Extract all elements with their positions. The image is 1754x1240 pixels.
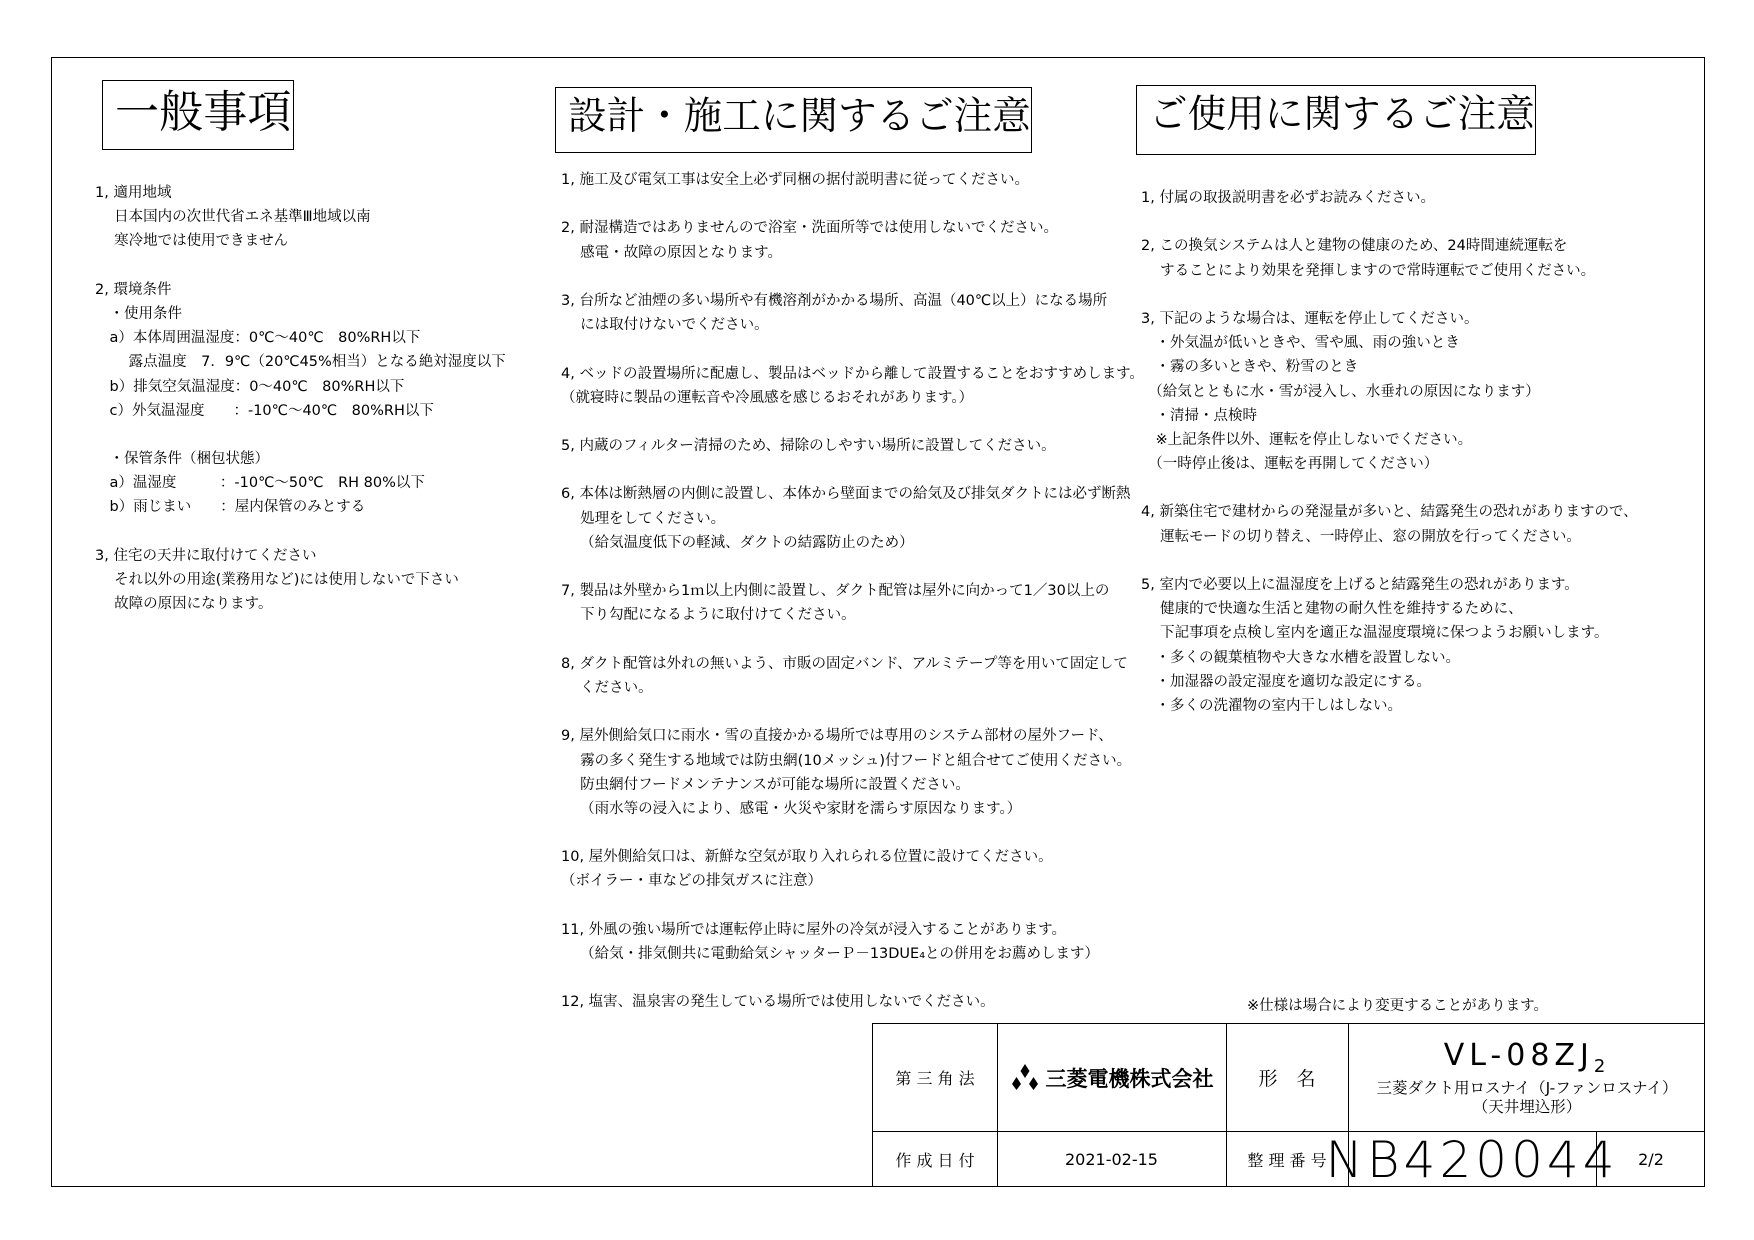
general-notes bbox=[95, 181, 506, 616]
date-label: 作 成 日 付 bbox=[895, 1151, 975, 1170]
product-name: 三菱ダクト用ロスナイ（J-ファンロスナイ） bbox=[1376, 1078, 1678, 1097]
blank-line bbox=[561, 192, 1144, 216]
usage-note-line: ・加湿器の設定湿度を適切な設定にする。 bbox=[1141, 673, 1431, 690]
usage-note-line: ・多くの観葉植物や大きな水槽を設置しない。 bbox=[1141, 649, 1460, 666]
design-note-line: ください。 bbox=[561, 679, 653, 696]
blank-line bbox=[95, 423, 506, 447]
design-note-line: （ボイラー・車などの排気ガスに注意） bbox=[561, 873, 822, 890]
design-note-line: （就寝時に製品の運転音や冷風感を感じるおそれがあります。） bbox=[561, 389, 974, 406]
design-note-line: 8, ダクト配管は外れの無いよう、市販の固定バンド、アルミテープ等を用いて固定して bbox=[561, 655, 1128, 672]
general-note-line: 露点温度 7．9℃（20℃45%相当）となる絶対湿度以下 bbox=[95, 354, 506, 371]
three-diamonds-icon bbox=[1010, 1064, 1040, 1091]
blank-line bbox=[1141, 283, 1638, 307]
blank-line bbox=[1141, 210, 1638, 234]
design-note-line: 防虫網付フードメンテナンスが可能な場所に設置ください。 bbox=[561, 776, 970, 793]
model-info bbox=[1348, 1024, 1706, 1131]
usage-note-line: 2, この換気システムは人と建物の健康のため、24時間連続運転を bbox=[1141, 238, 1568, 255]
blank-line bbox=[561, 265, 1144, 289]
design-note-line: 6, 本体は断熱層の内側に設置し、本体から壁面までの給気及び排気ダクトには必ず断熱 bbox=[561, 486, 1131, 503]
general-note-line: 2, 環境条件 bbox=[95, 281, 172, 298]
spec-change-note: ※仕様は場合により変更することがあります。 bbox=[1247, 998, 1548, 1014]
page-number: 2/2 bbox=[1638, 1150, 1664, 1169]
blank-line bbox=[561, 966, 1144, 990]
doc-number: NB420044 bbox=[1325, 1130, 1619, 1189]
blank-line bbox=[1141, 549, 1638, 573]
blank-line bbox=[1141, 476, 1638, 500]
product-type: （天井埋込形） bbox=[1472, 1098, 1582, 1117]
usage-note-line: ・多くの洗濯物の室内干しはしない。 bbox=[1141, 697, 1402, 714]
design-note-line: 9, 屋外側給気口に雨水・雪の直接かかる場所では専用のシステム部材の屋外フード、 bbox=[561, 728, 1113, 745]
general-note-line: b）排気空気温湿度：0～40℃ 80%RH以下 bbox=[95, 378, 405, 395]
design-notes bbox=[561, 168, 1144, 1015]
usage-note-line: 5, 室内で必要以上に温湿度を上げると結露発生の恐れがあります。 bbox=[1141, 577, 1579, 593]
usage-note-line: 4, 新築住宅で建材からの発湿量が多いと、結露発生の恐れがありますので、 bbox=[1141, 504, 1638, 521]
general-note-line: ・保管条件（梱包状態） bbox=[95, 451, 269, 468]
general-note-line: 1, 適用地域 bbox=[95, 185, 172, 201]
blank-line bbox=[561, 410, 1144, 434]
usage-note-line: （給気とともに水・雪が浸入し、水垂れの原因になります） bbox=[1141, 383, 1540, 400]
heading-usage: ご使用に関するご注意 bbox=[1136, 85, 1536, 155]
blank-line bbox=[561, 894, 1144, 918]
design-note-line: 10, 屋外側給気口は、新鮮な空気が取り入れられる位置に設けてください。 bbox=[561, 849, 1053, 866]
company-logo bbox=[997, 1024, 1226, 1131]
general-note-line: c）外気温湿度 ：-10℃～40℃ 80%RH以下 bbox=[95, 402, 434, 419]
design-note-line: 11, 外風の強い場所では運転停止時に屋外の冷気が浸入することがあります。 bbox=[561, 921, 1067, 938]
usage-note-line: 3, 下記のような場合は、運転を停止してください。 bbox=[1141, 310, 1479, 327]
blank-line bbox=[95, 254, 506, 278]
general-note-line: 日本国内の次世代省エネ基準Ⅲ地域以南 bbox=[95, 209, 371, 226]
design-note-line: 7, 製品は外壁から1ｍ以上内側に設置し、ダクト配管は屋外に向かって1／30以上の bbox=[561, 583, 1110, 600]
design-note-line: 2, 耐湿構造ではありませんので浴室・洗面所等では使用しないでください。 bbox=[561, 220, 1058, 237]
design-note-line: 霧の多く発生する地域では防虫網(10メッシュ)付フードと組合せてご使用ください。 bbox=[561, 752, 1132, 769]
blank-line bbox=[561, 628, 1144, 652]
design-note-line: 1, 施工及び電気工事は安全上必ず同梱の据付説明書に従ってください。 bbox=[561, 172, 1029, 188]
blank-line bbox=[561, 700, 1144, 724]
usage-note-line: することにより効果を発揮しますので常時運転でご使用ください。 bbox=[1141, 262, 1596, 279]
usage-note-line: （一時停止後は、運転を再開してください） bbox=[1141, 456, 1439, 473]
design-note-line: （給気温度低下の軽減、ダクトの結露防止のため） bbox=[561, 534, 914, 551]
design-note-line: （雨水等の浸入により、感電・火災や家財を濡らす原因なります。） bbox=[561, 800, 1022, 817]
design-note-line: 4, ベッドの設置場所に配慮し、製品はベッドから離して設置することをおすすめします。 bbox=[561, 365, 1144, 382]
usage-note-line: 運転モードの切り替え、一時停止、窓の開放を行ってください。 bbox=[1141, 528, 1581, 545]
blank-line bbox=[95, 520, 506, 544]
general-note-line: ・使用条件 bbox=[95, 305, 182, 322]
blank-line bbox=[561, 458, 1144, 482]
projection-label: 第 三 角 法 bbox=[895, 1069, 975, 1088]
general-note-line: 3, 住宅の天井に取付けてください bbox=[95, 547, 317, 564]
design-note-line: 処理をしてください。 bbox=[561, 510, 726, 527]
general-note-line: 寒冷地では使用できません bbox=[95, 233, 289, 250]
company-name: 三菱電機株式会社 bbox=[1045, 1066, 1214, 1091]
model-number: $VL-08ZJ_2$ bbox=[1443, 1038, 1611, 1078]
design-note-line: には取付けないでください。 bbox=[561, 317, 769, 334]
general-note-line: a）本体周囲温湿度：0℃～40℃ 80%RH以下 bbox=[95, 330, 421, 347]
design-note-line: 感電・故障の原因となります。 bbox=[561, 244, 782, 261]
usage-note-line: 下記事項を点検し室内を適正な温湿度環境に保つようお願いします。 bbox=[1141, 625, 1609, 642]
usage-note-line: ・霧の多いときや、粉雪のとき bbox=[1141, 359, 1359, 376]
doc-number-label: 整 理 番 号 bbox=[1247, 1151, 1327, 1170]
blank-line bbox=[561, 337, 1144, 361]
usage-note-line: 1, 付属の取扱説明書を必ずお読みください。 bbox=[1141, 190, 1435, 206]
usage-note-line: ※上記条件以外、運転を停止しないでください。 bbox=[1141, 431, 1473, 448]
design-note-line: 下り勾配になるように取付けてください。 bbox=[561, 607, 856, 624]
design-note-line: 12, 塩害、温泉害の発生している場所では使用しないでください。 bbox=[561, 994, 995, 1011]
general-note-line: それ以外の用途(業務用など)には使用しないで下さい bbox=[95, 572, 459, 588]
general-note-line: a）温湿度 ：-10℃～50℃ RH 80%以下 bbox=[95, 475, 425, 492]
design-note-line: （給気・排気側共に電動給気シャッターＰ－13DUE₄との併用をお薦めします） bbox=[561, 946, 1100, 962]
usage-note-line: ・清掃・点検時 bbox=[1141, 407, 1257, 424]
blank-line bbox=[561, 821, 1144, 845]
creation-date: 2021-02-15 bbox=[1065, 1150, 1158, 1169]
design-note-line: 3, 台所など油煙の多い場所や有機溶剤がかかる場所、高温（40℃以上）になる場所 bbox=[561, 292, 1108, 309]
blank-line bbox=[561, 555, 1144, 579]
title-block bbox=[872, 1023, 1705, 1187]
model-name-label: 形 名 bbox=[1258, 1068, 1316, 1090]
general-note-line: b）雨じまい ：屋内保管のみとする bbox=[95, 499, 366, 516]
usage-note-line: 健康的で快適な生活と建物の耐久性を維持するために、 bbox=[1141, 601, 1523, 618]
design-note-line: 5, 内蔵のフィルター清掃のため、掃除のしやすい場所に設置してください。 bbox=[561, 438, 1056, 455]
heading-design: 設計・施工に関するご注意 bbox=[555, 87, 1032, 153]
usage-note-line: ・外気温が低いときや、雪や風、雨の強いとき bbox=[1141, 335, 1460, 352]
heading-general: 一般事項 bbox=[102, 80, 294, 150]
general-note-line: 故障の原因になります。 bbox=[95, 596, 273, 613]
usage-notes bbox=[1141, 186, 1638, 718]
